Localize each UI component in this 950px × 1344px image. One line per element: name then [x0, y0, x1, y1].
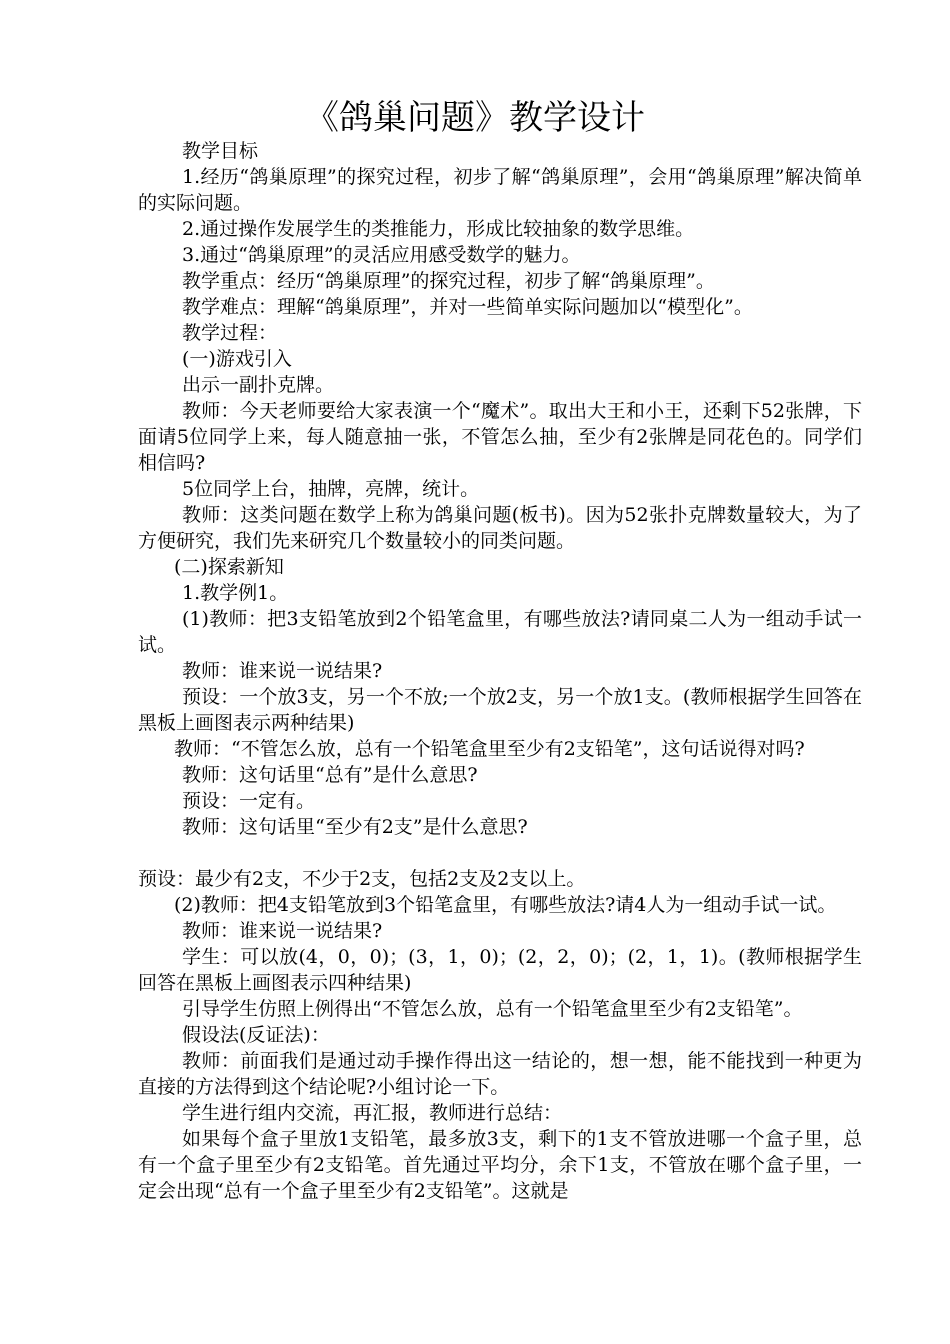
body-paragraph: 教师：谁来说一说结果?	[182, 920, 383, 942]
body-paragraph: 学生进行组内交流，再汇报，教师进行总结：	[182, 1102, 563, 1124]
body-paragraph: (2)教师：把4支铅笔放到3个铅笔盒里，有哪些放法?请4人为一组动手试一试。	[174, 894, 837, 916]
body-paragraph: 5位同学上台，抽牌，亮牌，统计。	[182, 478, 480, 500]
body-paragraph: 3.通过“鸽巢原理”的灵活应用感受数学的魅力。	[182, 244, 581, 266]
body-paragraph: 预设：最少有2支，不少于2支，包括2支及2支以上。	[138, 868, 586, 890]
body-paragraph: 2.通过操作发展学生的类推能力，形成比较抽象的数学思维。	[182, 218, 695, 240]
body-paragraph: 预设：一定有。	[182, 790, 316, 812]
body-paragraph: 教师：这句话里“总有”是什么意思?	[182, 764, 478, 786]
document-title: 《鸽巢问题》教学设计	[305, 98, 645, 138]
body-paragraph: 教学重点：经历“鸽巢原理”的探究过程，初步了解“鸽巢原理”。	[182, 270, 715, 292]
body-paragraph: 教师：这类问题在数学上称为鸽巢问题(板书)。因为52张扑克牌数量较大，为了方便研究，我们先来研究几个数量较小的同类问题。	[138, 504, 862, 552]
blank-line	[138, 840, 862, 866]
body-paragraph: 教师：前面我们是通过动手操作得出这一结论的，想一想，能不能找到一种更为直接的方法得到这个结论呢?小组讨论一下。	[138, 1050, 862, 1098]
body-paragraph: 引导学生仿照上例得出“不管怎么放，总有一个铅笔盒里至少有2支铅笔”。	[182, 998, 803, 1020]
body-paragraph: 学生：可以放(4，0，0)；(3，1，0)；(2，2，0)；(2，1，1)。(教师根据学生回答在黑板上画图表示四种结果)	[138, 946, 862, 994]
body-paragraph: 教学难点：理解“鸽巢原理”，并对一些简单实际问题加以“模型化”。	[182, 296, 753, 318]
body-paragraph: 教师：谁来说一说结果?	[182, 660, 383, 682]
body-paragraph: 教师：这句话里“至少有2支”是什么意思?	[182, 816, 528, 838]
body-paragraph: 教师：“不管怎么放，总有一个铅笔盒里至少有2支铅笔”，这句话说得对吗?	[174, 738, 805, 760]
body-paragraph: 1.经历“鸽巢原理”的探究过程，初步了解“鸽巢原理”，会用“鸽巢原理”解决简单的实际问题。	[138, 166, 862, 214]
body-paragraph: 1.教学例1。	[182, 582, 289, 604]
body-paragraph: 预设：一个放3支，另一个不放;一个放2支，另一个放1支。(教师根据学生回答在黑板上画图表示两种结果)	[138, 686, 862, 734]
body-paragraph: 教师：今天老师要给大家表演一个“魔术”。取出大王和小王，还剩下52张牌，下面请5位同学上来，每人随意抽一张，不管怎么抽，至少有2张牌是同花色的。同学们相信吗?	[138, 400, 862, 474]
body-paragraph: 假设法(反证法)：	[182, 1024, 330, 1046]
body-paragraph: 教学过程：	[182, 322, 278, 344]
body-paragraph: 如果每个盒子里放1支铅笔，最多放3支，剩下的1支不管放进哪一个盒子里，总有一个盒子里至少有2支铅笔。首先通过平均分，余下1支，不管放在哪个盒子里，一定会出现“总有一个盒子里至少有2支铅笔”。这就是	[138, 1128, 862, 1202]
document-body	[138, 138, 862, 1204]
body-paragraph: (二)探索新知	[174, 556, 284, 578]
body-paragraph: 出示一副扑克牌。	[182, 374, 335, 396]
body-paragraph: (一)游戏引入	[182, 348, 292, 370]
body-paragraph: 教学目标	[182, 140, 259, 162]
body-paragraph: (1)教师：把3支铅笔放到2个铅笔盒里，有哪些放法?请同桌二人为一组动手试一试。	[138, 608, 862, 656]
